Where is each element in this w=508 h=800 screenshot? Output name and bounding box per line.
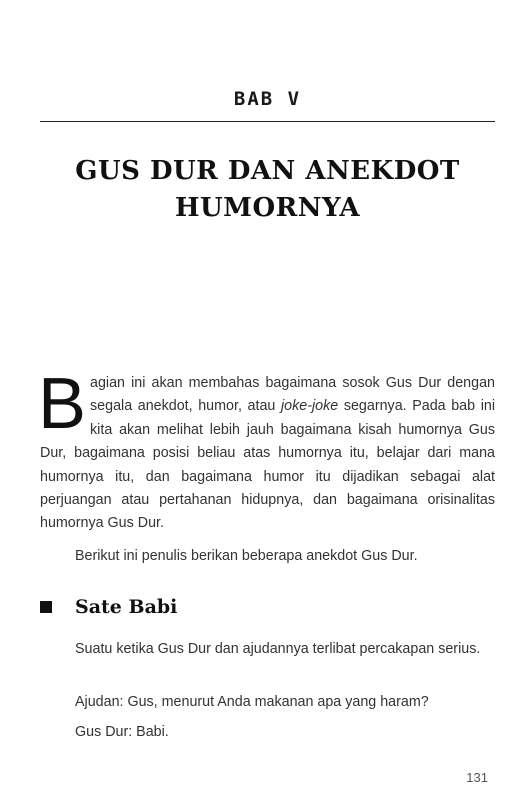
chapter-title-line-2: HUMORNYA — [174, 193, 361, 223]
chapter-label: BAB V — [233, 88, 302, 110]
section-paragraph-3: Gus Dur: Babi. — [75, 724, 169, 740]
section-paragraph-1: Suatu ketika Gus Dur dan ajudannya terlibat percakapan serius. — [75, 641, 481, 657]
section-heading-label: Sate Babi — [75, 596, 178, 618]
section-heading — [40, 596, 495, 622]
intro-paragraph — [38, 364, 495, 536]
chapter-rule — [40, 121, 495, 122]
page-number: 131 — [466, 770, 488, 785]
intro-text-italic: joke-joke — [281, 398, 339, 415]
dropcap: B — [38, 364, 87, 444]
square-bullet-icon — [40, 601, 52, 613]
section-paragraph-2: Ajudan: Gus, menurut Anda makanan apa yang haram? — [75, 694, 429, 710]
intro-text-part2: segarnya. Pada bab ini kita akan melihat lebih jauh bagaimana kisah humornya Gus Dur, bagaimana posisi beliau atas humornya itu, belajar dari mana humornya itu, dan bagaimana humor itu dijadikan sebagai alat perjuangan atau pertahanan hidupnya, dan bagaimana orisinalitas humornya Gus Dur. — [40, 398, 495, 532]
intro-followup: Berikut ini penulis berikan beberapa anekdot Gus Dur. — [75, 548, 418, 564]
intro-text-part1: agian ini akan membahas bagaimana sosok Gus Dur dengan segala anekdot, humor, atau — [90, 375, 495, 415]
chapter-title — [40, 153, 495, 227]
chapter-title-line-1: GUS DUR DAN ANEKDOT — [75, 156, 460, 186]
